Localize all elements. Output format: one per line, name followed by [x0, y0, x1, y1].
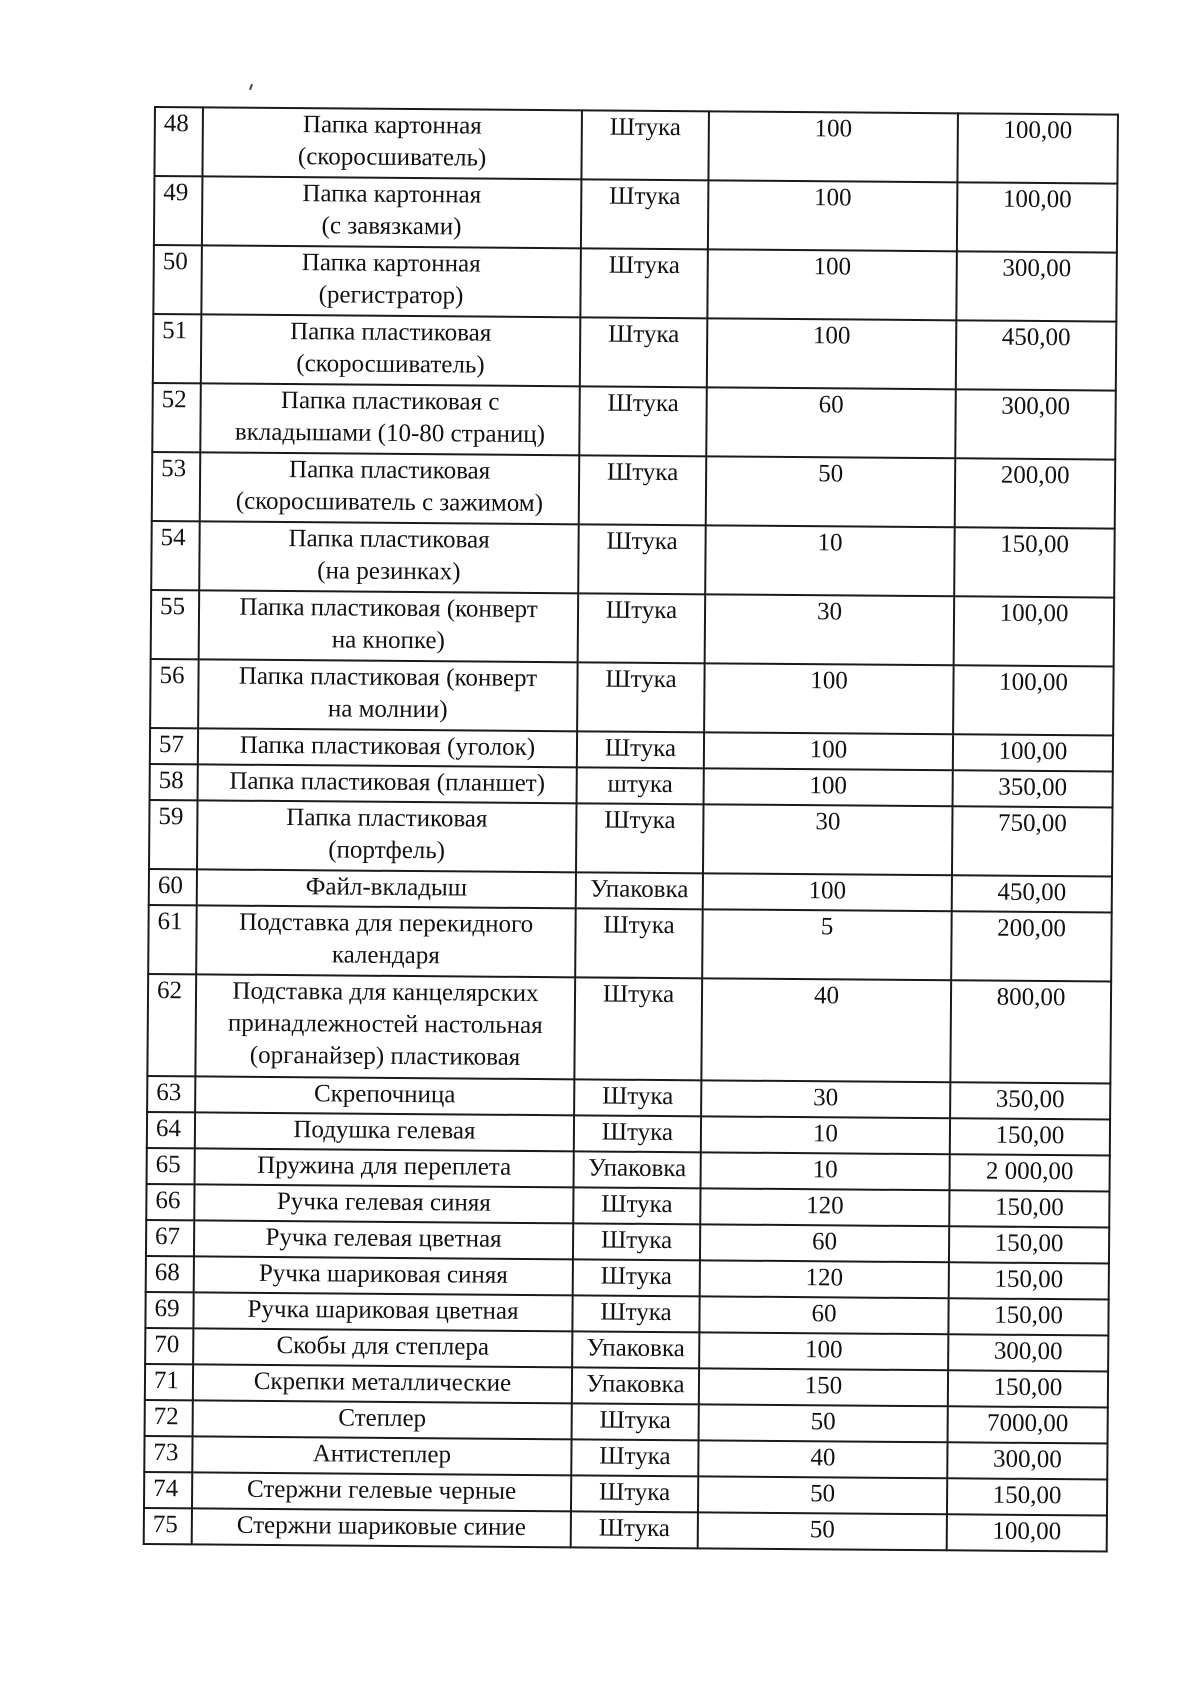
item-quantity: 10: [701, 1116, 950, 1154]
item-price: 300,00: [948, 1334, 1108, 1371]
item-quantity: 120: [700, 1188, 949, 1226]
item-name: [202, 176, 582, 248]
item-name: [198, 728, 577, 767]
table-row: [152, 383, 1116, 460]
item-name-line: (на резинках): [317, 557, 461, 586]
item-price: 150,00: [948, 1370, 1108, 1407]
item-price: 350,00: [953, 770, 1113, 807]
item-name-line: календаря: [331, 941, 440, 970]
item-quantity: 50: [698, 1512, 947, 1550]
item-number: 74: [144, 1472, 192, 1508]
item-unit: Штука: [581, 110, 709, 180]
table-row: [150, 659, 1114, 736]
item-price: 7000,00: [948, 1406, 1108, 1443]
item-quantity: 100: [704, 663, 954, 734]
item-name-line: Папка картонная: [302, 111, 482, 140]
item-name-line: на молнии): [327, 695, 448, 724]
item-name: [193, 1400, 572, 1439]
item-quantity: 100: [704, 768, 953, 806]
item-quantity: 40: [698, 1440, 947, 1478]
item-name-line: вкладышами (10-80 страниц): [234, 418, 546, 449]
item-name: [202, 107, 582, 179]
item-name-line: (органайзер) пластиковая: [249, 1041, 521, 1071]
items-table: [143, 106, 1119, 1553]
item-price: 100,00: [957, 182, 1118, 252]
item-name-line: Папка пластиковая (конверт: [238, 662, 538, 693]
item-name-line: Стержни гелевые черные: [246, 1475, 517, 1505]
item-name-line: Степлер: [338, 1404, 427, 1433]
item-price: 150,00: [948, 1298, 1108, 1335]
item-quantity: 30: [703, 804, 953, 875]
item-number: 67: [146, 1220, 194, 1256]
item-quantity: 120: [700, 1260, 949, 1298]
item-price: 100,00: [947, 1514, 1107, 1551]
item-unit: Штука: [572, 1295, 699, 1332]
item-name-line: Папка пластиковая: [288, 456, 491, 485]
item-unit: Упаковка: [576, 872, 703, 909]
item-number: 48: [154, 107, 203, 176]
item-name: [200, 383, 580, 455]
item-name-line: Скрепки металлические: [253, 1367, 512, 1397]
table-row: [151, 590, 1115, 667]
item-price: 100,00: [957, 113, 1118, 183]
item-number: 52: [152, 383, 201, 452]
item-price: 300,00: [955, 389, 1116, 459]
item-name: [195, 1112, 574, 1151]
item-number: 75: [144, 1508, 192, 1544]
item-name-line: (скоросшиватель): [296, 350, 485, 379]
item-name: [199, 590, 579, 662]
item-name-line: (скоросшиватель): [297, 143, 487, 172]
item-name-line: Ручка гелевая цветная: [265, 1223, 502, 1253]
item-price: 100,00: [954, 596, 1115, 666]
table-row: [154, 107, 1118, 184]
item-name: [196, 905, 576, 977]
item-price: 100,00: [953, 665, 1114, 735]
item-number: 55: [151, 590, 200, 659]
item-number: 54: [151, 521, 200, 590]
item-number: 66: [146, 1184, 194, 1220]
item-quantity: 40: [701, 978, 951, 1082]
item-name-line: Файл-вкладыш: [305, 873, 468, 902]
item-unit: Штука: [572, 1403, 699, 1440]
item-name-line: Подушка гелевая: [293, 1116, 476, 1145]
item-price: 150,00: [954, 527, 1115, 597]
item-price: 150,00: [949, 1226, 1109, 1263]
item-unit: Штука: [577, 731, 704, 768]
item-unit: Штука: [579, 455, 707, 525]
item-name-line: принадлежностей настольная: [227, 1009, 543, 1040]
item-quantity: 100: [708, 111, 958, 182]
item-name-line: Ручка шариковая синяя: [258, 1259, 508, 1289]
table-row: [154, 176, 1118, 253]
item-quantity: 60: [700, 1224, 949, 1262]
item-price: 150,00: [947, 1478, 1107, 1515]
item-price: 800,00: [950, 980, 1111, 1083]
item-quantity: 50: [706, 456, 956, 527]
table-row: [147, 974, 1111, 1084]
items-table-body: [144, 107, 1118, 1552]
item-name-line: Папка пластиковая (уголок): [239, 731, 536, 762]
table-row: [153, 245, 1117, 322]
item-number: 57: [150, 728, 198, 764]
item-quantity: 100: [703, 873, 952, 911]
item-name-line: Папка пластиковая: [290, 318, 492, 347]
item-name-line: Ручка гелевая синяя: [276, 1187, 491, 1217]
item-price: 100,00: [953, 734, 1113, 771]
item-name-line: (с завязками): [321, 212, 462, 241]
item-price: 350,00: [950, 1082, 1110, 1119]
item-name: [198, 659, 578, 731]
item-unit: Штука: [578, 593, 706, 663]
item-price: 200,00: [951, 911, 1112, 981]
item-number: 49: [154, 176, 203, 245]
item-quantity: 100: [699, 1332, 948, 1370]
item-name: [193, 1328, 572, 1367]
item-quantity: 5: [702, 909, 952, 980]
item-name-line: (портфель): [328, 836, 446, 865]
item-number: 58: [150, 764, 198, 800]
item-number: 61: [148, 905, 197, 974]
item-quantity: 100: [707, 318, 957, 389]
item-price: 450,00: [952, 875, 1112, 912]
item-price: 750,00: [952, 806, 1113, 876]
item-price: 150,00: [950, 1118, 1110, 1155]
item-name-line: Папка картонная: [302, 180, 482, 209]
item-name: [197, 800, 577, 872]
item-name-line: Папка пластиковая (планшет): [229, 767, 546, 798]
item-name-line: (скоросшиватель с зажимом): [235, 487, 544, 518]
item-unit: Штука: [581, 179, 709, 249]
item-quantity: 50: [698, 1476, 947, 1514]
item-name-line: Папка картонная: [301, 249, 481, 278]
item-unit: Упаковка: [572, 1331, 699, 1368]
item-unit: Штука: [571, 1439, 698, 1476]
item-number: 56: [150, 659, 199, 728]
item-price: 200,00: [955, 458, 1116, 528]
item-name-line: Папка пластиковая: [288, 525, 490, 554]
item-number: 71: [145, 1364, 193, 1400]
item-number: 53: [152, 452, 201, 521]
item-name: [194, 1220, 573, 1259]
item-number: 69: [145, 1292, 193, 1328]
item-unit: Штука: [574, 1115, 701, 1152]
item-name-line: (регистратор): [318, 281, 464, 310]
item-number: 63: [147, 1076, 195, 1112]
item-quantity: 60: [706, 387, 956, 458]
table-row: [148, 905, 1112, 982]
item-name: [195, 974, 575, 1079]
item-price: 300,00: [947, 1442, 1107, 1479]
item-name-line: Подставка для канцелярских: [232, 977, 539, 1008]
item-unit: Штука: [574, 977, 702, 1080]
item-quantity: 150: [699, 1368, 948, 1406]
item-number: 50: [153, 245, 202, 314]
item-name-line: Антистеплер: [312, 1440, 452, 1469]
table-row: [151, 521, 1115, 598]
item-name-line: Ручка шариковая цветная: [247, 1295, 519, 1325]
item-quantity: 100: [704, 732, 953, 770]
item-unit: Штука: [578, 524, 706, 594]
item-unit: Штука: [573, 1259, 700, 1296]
item-number: 64: [147, 1112, 195, 1148]
item-name-line: Скрепочница: [313, 1080, 456, 1109]
item-name: [194, 1256, 573, 1295]
item-unit: Штука: [577, 662, 705, 732]
item-name: [195, 1076, 574, 1115]
item-name-line: Папка пластиковая с: [280, 387, 500, 416]
item-number: 73: [144, 1436, 192, 1472]
item-unit: Штука: [573, 1223, 700, 1260]
item-quantity: 30: [701, 1080, 950, 1118]
item-name: [198, 764, 577, 803]
item-name: [201, 245, 581, 317]
item-quantity: 100: [707, 249, 957, 320]
item-name: [193, 1292, 572, 1331]
item-unit: Штука: [574, 1079, 701, 1116]
item-unit: Штука: [573, 1187, 700, 1224]
scan-mark: [249, 84, 253, 90]
item-name: [200, 452, 580, 524]
item-name: [192, 1508, 571, 1547]
item-number: 68: [146, 1256, 194, 1292]
item-name-line: Папка пластиковая: [286, 804, 488, 833]
item-quantity: 50: [699, 1404, 948, 1442]
table-row: [144, 1508, 1107, 1552]
item-quantity: 10: [705, 525, 955, 596]
item-name: [194, 1184, 573, 1223]
item-name-line: Стержни шариковые синие: [236, 1511, 526, 1541]
item-unit: Штука: [580, 248, 708, 318]
item-name-line: Подставка для перекидного: [238, 908, 534, 939]
item-name: [192, 1472, 571, 1511]
item-name: [193, 1364, 572, 1403]
item-name: [192, 1436, 571, 1475]
item-name-line: Пружина для переплета: [257, 1151, 512, 1181]
item-name-line: Скобы для степлера: [276, 1332, 490, 1361]
item-unit: Штука: [579, 386, 707, 456]
table-row: [153, 314, 1117, 391]
item-quantity: 10: [701, 1152, 950, 1190]
item-unit: Штука: [575, 908, 703, 978]
item-unit: Штука: [571, 1475, 698, 1512]
item-quantity: 60: [699, 1296, 948, 1334]
item-name: [197, 869, 576, 908]
item-price: 450,00: [956, 320, 1117, 390]
item-name-line: Папка пластиковая (конверт: [239, 593, 538, 624]
item-name-line: на кнопке): [331, 626, 445, 655]
item-number: 70: [145, 1328, 193, 1364]
item-name: [201, 314, 581, 386]
item-number: 51: [153, 314, 202, 383]
item-quantity: 30: [705, 594, 955, 665]
item-number: 62: [147, 974, 196, 1076]
table-row: [149, 800, 1113, 877]
item-name: [195, 1148, 574, 1187]
item-unit: штука: [577, 767, 704, 804]
item-price: 300,00: [956, 251, 1117, 321]
table-row: [152, 452, 1116, 529]
item-number: 72: [145, 1400, 193, 1436]
item-unit: Упаковка: [574, 1151, 701, 1188]
item-unit: Штука: [576, 803, 704, 873]
item-number: 60: [149, 869, 197, 905]
item-unit: Штука: [571, 1511, 698, 1548]
item-quantity: 100: [708, 180, 958, 251]
item-price: 150,00: [949, 1262, 1109, 1299]
item-unit: Упаковка: [572, 1367, 699, 1404]
item-number: 59: [149, 800, 198, 869]
item-name: [199, 521, 579, 593]
item-number: 65: [147, 1148, 195, 1184]
item-price: 150,00: [949, 1190, 1109, 1227]
item-price: 2 000,00: [950, 1154, 1110, 1191]
item-unit: Штука: [580, 317, 708, 387]
